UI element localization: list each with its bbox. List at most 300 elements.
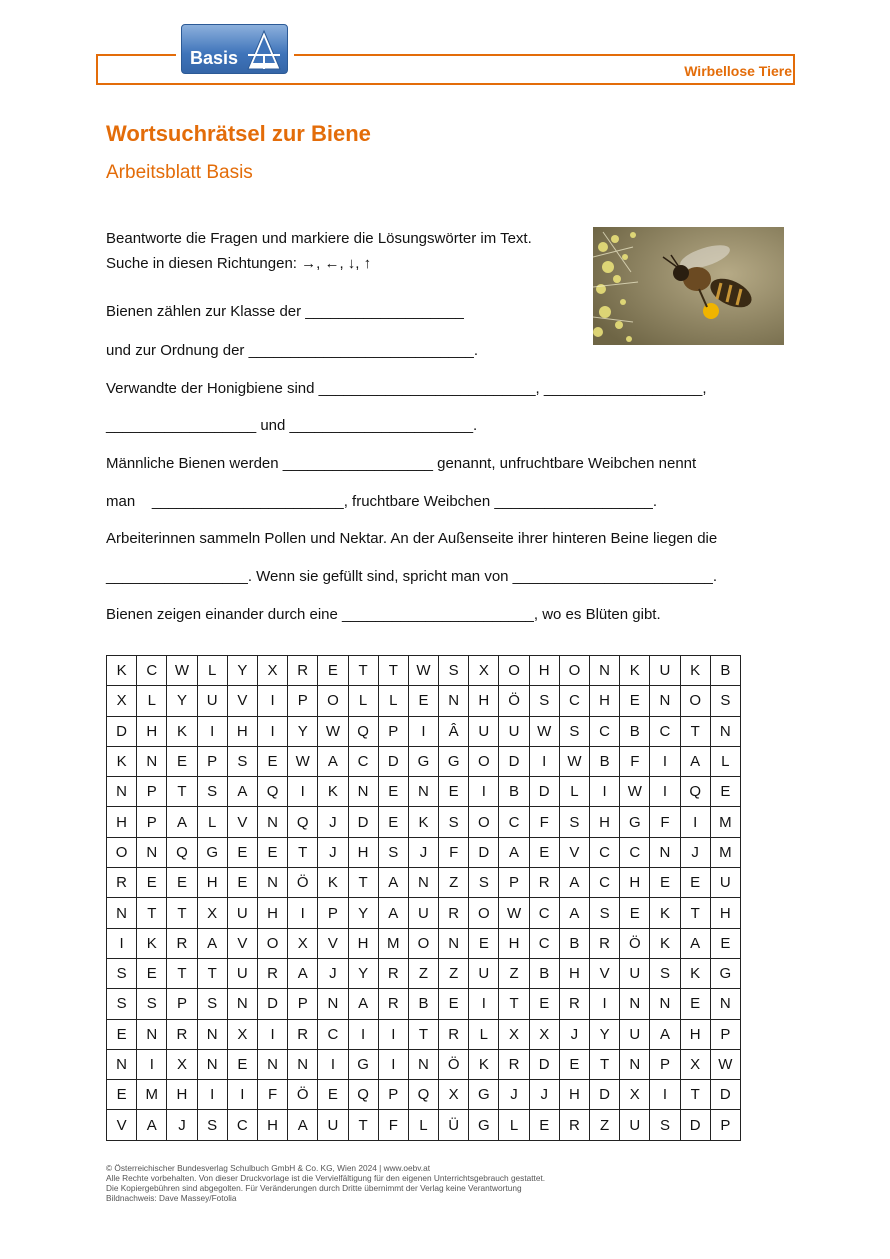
grid-cell[interactable]: Q bbox=[167, 837, 197, 867]
grid-cell[interactable]: S bbox=[439, 807, 469, 837]
grid-cell[interactable]: A bbox=[288, 958, 318, 988]
grid-cell[interactable]: G bbox=[439, 746, 469, 776]
grid-cell[interactable]: O bbox=[499, 656, 529, 686]
grid-cell[interactable]: E bbox=[469, 928, 499, 958]
grid-cell[interactable]: H bbox=[680, 1019, 710, 1049]
grid-cell[interactable]: U bbox=[620, 958, 650, 988]
grid-cell[interactable]: Ö bbox=[288, 868, 318, 898]
grid-cell[interactable]: F bbox=[650, 807, 680, 837]
grid-cell[interactable]: S bbox=[137, 989, 167, 1019]
grid-cell[interactable]: L bbox=[378, 686, 408, 716]
grid-cell[interactable]: O bbox=[469, 746, 499, 776]
grid-cell[interactable]: U bbox=[620, 1019, 650, 1049]
grid-cell[interactable]: E bbox=[529, 1110, 559, 1140]
grid-cell[interactable]: D bbox=[257, 989, 287, 1019]
grid-cell[interactable]: C bbox=[529, 928, 559, 958]
grid-cell[interactable]: T bbox=[167, 777, 197, 807]
grid-cell[interactable]: W bbox=[710, 1049, 740, 1079]
grid-cell[interactable]: P bbox=[499, 868, 529, 898]
grid-cell[interactable]: I bbox=[378, 1049, 408, 1079]
grid-cell[interactable]: N bbox=[439, 686, 469, 716]
grid-cell[interactable]: W bbox=[620, 777, 650, 807]
grid-cell[interactable]: P bbox=[378, 716, 408, 746]
grid-cell[interactable]: A bbox=[559, 868, 589, 898]
grid-cell[interactable]: T bbox=[348, 1110, 378, 1140]
grid-cell[interactable]: G bbox=[408, 746, 438, 776]
grid-cell[interactable]: N bbox=[227, 989, 257, 1019]
grid-cell[interactable]: G bbox=[620, 807, 650, 837]
grid-cell[interactable]: P bbox=[710, 1019, 740, 1049]
grid-cell[interactable]: W bbox=[559, 746, 589, 776]
grid-cell[interactable]: D bbox=[529, 777, 559, 807]
grid-cell[interactable]: N bbox=[107, 898, 137, 928]
grid-cell[interactable]: K bbox=[107, 656, 137, 686]
grid-cell[interactable]: V bbox=[107, 1110, 137, 1140]
grid-cell[interactable]: H bbox=[107, 807, 137, 837]
grid-cell[interactable]: J bbox=[529, 1080, 559, 1110]
grid-cell[interactable]: G bbox=[197, 837, 227, 867]
grid-cell[interactable]: H bbox=[137, 716, 167, 746]
grid-cell[interactable]: T bbox=[167, 958, 197, 988]
grid-cell[interactable]: Q bbox=[408, 1080, 438, 1110]
grid-cell[interactable]: A bbox=[318, 746, 348, 776]
grid-cell[interactable]: T bbox=[499, 989, 529, 1019]
grid-cell[interactable]: T bbox=[680, 1080, 710, 1110]
grid-cell[interactable]: L bbox=[197, 807, 227, 837]
grid-cell[interactable]: S bbox=[378, 837, 408, 867]
grid-cell[interactable]: N bbox=[257, 1049, 287, 1079]
grid-cell[interactable]: S bbox=[197, 1110, 227, 1140]
grid-cell[interactable]: R bbox=[559, 989, 589, 1019]
grid-cell[interactable]: E bbox=[227, 1049, 257, 1079]
grid-cell[interactable]: N bbox=[137, 746, 167, 776]
grid-cell[interactable]: K bbox=[107, 746, 137, 776]
grid-cell[interactable]: N bbox=[650, 837, 680, 867]
grid-cell[interactable]: X bbox=[167, 1049, 197, 1079]
grid-cell[interactable]: U bbox=[227, 958, 257, 988]
grid-cell[interactable]: T bbox=[408, 1019, 438, 1049]
grid-cell[interactable]: E bbox=[318, 656, 348, 686]
grid-cell[interactable]: X bbox=[257, 656, 287, 686]
grid-cell[interactable]: R bbox=[378, 989, 408, 1019]
grid-cell[interactable]: Q bbox=[348, 1080, 378, 1110]
grid-cell[interactable]: R bbox=[529, 868, 559, 898]
grid-cell[interactable]: R bbox=[439, 898, 469, 928]
grid-cell[interactable]: R bbox=[107, 868, 137, 898]
grid-cell[interactable]: I bbox=[469, 777, 499, 807]
grid-cell[interactable]: S bbox=[439, 656, 469, 686]
grid-cell[interactable]: X bbox=[227, 1019, 257, 1049]
grid-cell[interactable]: I bbox=[650, 777, 680, 807]
grid-cell[interactable]: I bbox=[408, 716, 438, 746]
grid-cell[interactable]: Ü bbox=[439, 1110, 469, 1140]
grid-cell[interactable]: J bbox=[499, 1080, 529, 1110]
grid-cell[interactable]: J bbox=[408, 837, 438, 867]
grid-cell[interactable]: B bbox=[620, 716, 650, 746]
grid-cell[interactable]: R bbox=[257, 958, 287, 988]
grid-cell[interactable]: G bbox=[710, 958, 740, 988]
grid-cell[interactable]: S bbox=[590, 898, 620, 928]
grid-cell[interactable]: B bbox=[408, 989, 438, 1019]
grid-cell[interactable]: L bbox=[710, 746, 740, 776]
grid-cell[interactable]: C bbox=[348, 746, 378, 776]
grid-cell[interactable]: I bbox=[348, 1019, 378, 1049]
grid-cell[interactable]: E bbox=[710, 928, 740, 958]
grid-cell[interactable]: H bbox=[167, 1080, 197, 1110]
grid-cell[interactable]: A bbox=[378, 868, 408, 898]
grid-cell[interactable]: P bbox=[318, 898, 348, 928]
grid-cell[interactable]: L bbox=[408, 1110, 438, 1140]
grid-cell[interactable]: C bbox=[137, 656, 167, 686]
grid-cell[interactable]: C bbox=[529, 898, 559, 928]
grid-cell[interactable]: Q bbox=[288, 807, 318, 837]
grid-cell[interactable]: S bbox=[559, 716, 589, 746]
grid-cell[interactable]: Z bbox=[408, 958, 438, 988]
grid-cell[interactable]: X bbox=[469, 656, 499, 686]
grid-cell[interactable]: W bbox=[318, 716, 348, 746]
grid-cell[interactable]: Ö bbox=[288, 1080, 318, 1110]
grid-cell[interactable]: P bbox=[167, 989, 197, 1019]
grid-cell[interactable]: S bbox=[107, 989, 137, 1019]
grid-cell[interactable]: S bbox=[650, 1110, 680, 1140]
grid-cell[interactable]: C bbox=[590, 716, 620, 746]
grid-cell[interactable]: E bbox=[257, 837, 287, 867]
grid-cell[interactable]: J bbox=[318, 807, 348, 837]
grid-cell[interactable]: I bbox=[107, 928, 137, 958]
grid-cell[interactable]: W bbox=[529, 716, 559, 746]
grid-cell[interactable]: X bbox=[439, 1080, 469, 1110]
grid-cell[interactable]: A bbox=[680, 746, 710, 776]
grid-cell[interactable]: U bbox=[227, 898, 257, 928]
grid-cell[interactable]: E bbox=[559, 1049, 589, 1079]
grid-cell[interactable]: T bbox=[137, 898, 167, 928]
grid-cell[interactable]: T bbox=[288, 837, 318, 867]
grid-cell[interactable]: K bbox=[620, 656, 650, 686]
grid-cell[interactable]: N bbox=[408, 777, 438, 807]
grid-cell[interactable]: D bbox=[107, 716, 137, 746]
grid-cell[interactable]: O bbox=[469, 898, 499, 928]
grid-cell[interactable]: S bbox=[469, 868, 499, 898]
grid-cell[interactable]: F bbox=[257, 1080, 287, 1110]
grid-cell[interactable]: I bbox=[257, 1019, 287, 1049]
grid-cell[interactable]: U bbox=[318, 1110, 348, 1140]
grid-cell[interactable]: S bbox=[710, 686, 740, 716]
grid-cell[interactable]: X bbox=[288, 928, 318, 958]
grid-cell[interactable]: P bbox=[197, 746, 227, 776]
grid-cell[interactable]: L bbox=[469, 1019, 499, 1049]
grid-cell[interactable]: D bbox=[348, 807, 378, 837]
grid-cell[interactable]: I bbox=[469, 989, 499, 1019]
grid-cell[interactable]: V bbox=[318, 928, 348, 958]
grid-cell[interactable]: K bbox=[650, 928, 680, 958]
grid-cell[interactable]: E bbox=[408, 686, 438, 716]
grid-cell[interactable]: N bbox=[107, 777, 137, 807]
grid-cell[interactable]: Ö bbox=[439, 1049, 469, 1079]
grid-cell[interactable]: Z bbox=[590, 1110, 620, 1140]
grid-cell[interactable]: K bbox=[318, 777, 348, 807]
grid-cell[interactable]: B bbox=[710, 656, 740, 686]
grid-cell[interactable]: P bbox=[378, 1080, 408, 1110]
grid-cell[interactable]: Q bbox=[348, 716, 378, 746]
grid-cell[interactable]: A bbox=[137, 1110, 167, 1140]
grid-cell[interactable]: G bbox=[469, 1080, 499, 1110]
grid-cell[interactable]: I bbox=[257, 716, 287, 746]
grid-cell[interactable]: Q bbox=[257, 777, 287, 807]
grid-cell[interactable]: K bbox=[650, 898, 680, 928]
grid-cell[interactable]: A bbox=[197, 928, 227, 958]
grid-cell[interactable]: A bbox=[499, 837, 529, 867]
grid-cell[interactable]: H bbox=[348, 928, 378, 958]
grid-cell[interactable]: K bbox=[318, 868, 348, 898]
grid-cell[interactable]: U bbox=[650, 656, 680, 686]
grid-cell[interactable]: T bbox=[590, 1049, 620, 1079]
grid-cell[interactable]: K bbox=[137, 928, 167, 958]
grid-cell[interactable]: T bbox=[348, 868, 378, 898]
grid-cell[interactable]: K bbox=[680, 656, 710, 686]
grid-cell[interactable]: A bbox=[680, 928, 710, 958]
grid-cell[interactable]: C bbox=[559, 686, 589, 716]
grid-cell[interactable]: O bbox=[680, 686, 710, 716]
grid-cell[interactable]: E bbox=[710, 777, 740, 807]
grid-cell[interactable]: T bbox=[348, 656, 378, 686]
grid-cell[interactable]: W bbox=[167, 656, 197, 686]
grid-cell[interactable]: I bbox=[529, 746, 559, 776]
grid-cell[interactable]: E bbox=[137, 958, 167, 988]
grid-cell[interactable]: E bbox=[529, 989, 559, 1019]
grid-cell[interactable]: G bbox=[469, 1110, 499, 1140]
grid-cell[interactable]: H bbox=[710, 898, 740, 928]
grid-cell[interactable]: D bbox=[680, 1110, 710, 1140]
grid-cell[interactable]: B bbox=[590, 746, 620, 776]
grid-cell[interactable]: F bbox=[378, 1110, 408, 1140]
grid-cell[interactable]: R bbox=[378, 958, 408, 988]
grid-cell[interactable]: N bbox=[620, 1049, 650, 1079]
grid-cell[interactable]: N bbox=[620, 989, 650, 1019]
grid-cell[interactable]: X bbox=[529, 1019, 559, 1049]
grid-cell[interactable]: C bbox=[590, 837, 620, 867]
grid-cell[interactable]: V bbox=[559, 837, 589, 867]
grid-cell[interactable]: X bbox=[680, 1049, 710, 1079]
grid-cell[interactable]: E bbox=[257, 746, 287, 776]
grid-cell[interactable]: L bbox=[499, 1110, 529, 1140]
grid-cell[interactable]: F bbox=[439, 837, 469, 867]
grid-cell[interactable]: I bbox=[197, 716, 227, 746]
grid-cell[interactable]: P bbox=[288, 686, 318, 716]
grid-cell[interactable]: I bbox=[650, 746, 680, 776]
grid-cell[interactable]: L bbox=[137, 686, 167, 716]
grid-cell[interactable]: N bbox=[197, 1019, 227, 1049]
grid-cell[interactable]: Y bbox=[590, 1019, 620, 1049]
grid-cell[interactable]: E bbox=[167, 746, 197, 776]
grid-cell[interactable]: M bbox=[710, 837, 740, 867]
grid-cell[interactable]: Z bbox=[439, 868, 469, 898]
grid-cell[interactable]: A bbox=[167, 807, 197, 837]
grid-cell[interactable]: I bbox=[137, 1049, 167, 1079]
grid-cell[interactable]: B bbox=[559, 928, 589, 958]
grid-cell[interactable]: N bbox=[590, 656, 620, 686]
grid-cell[interactable]: O bbox=[559, 656, 589, 686]
grid-cell[interactable]: D bbox=[499, 746, 529, 776]
grid-cell[interactable]: H bbox=[499, 928, 529, 958]
grid-cell[interactable]: E bbox=[378, 777, 408, 807]
grid-cell[interactable]: U bbox=[469, 716, 499, 746]
grid-cell[interactable]: H bbox=[620, 868, 650, 898]
grid-cell[interactable]: T bbox=[680, 716, 710, 746]
grid-cell[interactable]: C bbox=[620, 837, 650, 867]
grid-cell[interactable]: Z bbox=[499, 958, 529, 988]
grid-cell[interactable]: M bbox=[137, 1080, 167, 1110]
grid-cell[interactable]: S bbox=[559, 807, 589, 837]
grid-cell[interactable]: F bbox=[529, 807, 559, 837]
grid-cell[interactable]: M bbox=[378, 928, 408, 958]
grid-cell[interactable]: H bbox=[197, 868, 227, 898]
grid-cell[interactable]: U bbox=[499, 716, 529, 746]
grid-cell[interactable]: X bbox=[620, 1080, 650, 1110]
grid-cell[interactable]: P bbox=[288, 989, 318, 1019]
grid-cell[interactable]: H bbox=[469, 686, 499, 716]
grid-cell[interactable]: N bbox=[137, 837, 167, 867]
grid-cell[interactable]: N bbox=[348, 777, 378, 807]
grid-cell[interactable]: N bbox=[710, 989, 740, 1019]
grid-cell[interactable]: J bbox=[318, 958, 348, 988]
grid-cell[interactable]: B bbox=[529, 958, 559, 988]
grid-cell[interactable]: H bbox=[529, 656, 559, 686]
grid-cell[interactable]: N bbox=[710, 716, 740, 746]
grid-cell[interactable]: J bbox=[680, 837, 710, 867]
grid-cell[interactable]: O bbox=[408, 928, 438, 958]
grid-cell[interactable]: B bbox=[499, 777, 529, 807]
grid-cell[interactable]: S bbox=[197, 777, 227, 807]
grid-cell[interactable]: H bbox=[257, 898, 287, 928]
grid-cell[interactable]: E bbox=[620, 686, 650, 716]
grid-cell[interactable]: E bbox=[439, 989, 469, 1019]
grid-cell[interactable]: O bbox=[257, 928, 287, 958]
grid-cell[interactable]: M bbox=[710, 807, 740, 837]
grid-cell[interactable]: V bbox=[590, 958, 620, 988]
grid-cell[interactable]: I bbox=[227, 1080, 257, 1110]
grid-cell[interactable]: Y bbox=[348, 898, 378, 928]
grid-cell[interactable]: A bbox=[227, 777, 257, 807]
grid-cell[interactable]: A bbox=[650, 1019, 680, 1049]
grid-cell[interactable]: N bbox=[288, 1049, 318, 1079]
grid-cell[interactable]: R bbox=[559, 1110, 589, 1140]
grid-cell[interactable]: X bbox=[499, 1019, 529, 1049]
grid-cell[interactable]: H bbox=[559, 958, 589, 988]
grid-cell[interactable]: E bbox=[107, 1019, 137, 1049]
grid-cell[interactable]: X bbox=[107, 686, 137, 716]
grid-cell[interactable]: E bbox=[227, 868, 257, 898]
grid-cell[interactable]: A bbox=[348, 989, 378, 1019]
grid-cell[interactable]: N bbox=[408, 868, 438, 898]
grid-cell[interactable]: N bbox=[650, 989, 680, 1019]
grid-cell[interactable]: T bbox=[378, 656, 408, 686]
grid-cell[interactable]: O bbox=[469, 807, 499, 837]
grid-cell[interactable]: V bbox=[227, 928, 257, 958]
grid-cell[interactable]: L bbox=[348, 686, 378, 716]
grid-cell[interactable]: K bbox=[680, 958, 710, 988]
grid-cell[interactable]: E bbox=[227, 837, 257, 867]
grid-cell[interactable]: W bbox=[408, 656, 438, 686]
grid-cell[interactable]: E bbox=[529, 837, 559, 867]
grid-cell[interactable]: T bbox=[197, 958, 227, 988]
grid-cell[interactable]: I bbox=[197, 1080, 227, 1110]
grid-cell[interactable]: N bbox=[197, 1049, 227, 1079]
grid-cell[interactable]: C bbox=[650, 716, 680, 746]
grid-cell[interactable]: C bbox=[499, 807, 529, 837]
grid-cell[interactable]: T bbox=[167, 898, 197, 928]
grid-cell[interactable]: E bbox=[439, 777, 469, 807]
grid-cell[interactable]: N bbox=[408, 1049, 438, 1079]
grid-cell[interactable]: G bbox=[348, 1049, 378, 1079]
grid-cell[interactable]: K bbox=[167, 716, 197, 746]
grid-cell[interactable]: H bbox=[559, 1080, 589, 1110]
grid-cell[interactable]: S bbox=[227, 746, 257, 776]
grid-cell[interactable]: N bbox=[107, 1049, 137, 1079]
grid-cell[interactable]: O bbox=[318, 686, 348, 716]
grid-cell[interactable]: E bbox=[107, 1080, 137, 1110]
grid-cell[interactable]: E bbox=[620, 898, 650, 928]
grid-cell[interactable]: I bbox=[288, 898, 318, 928]
grid-cell[interactable]: I bbox=[288, 777, 318, 807]
grid-cell[interactable]: H bbox=[590, 807, 620, 837]
grid-cell[interactable]: N bbox=[257, 807, 287, 837]
grid-cell[interactable]: Q bbox=[680, 777, 710, 807]
grid-cell[interactable]: R bbox=[590, 928, 620, 958]
grid-cell[interactable]: L bbox=[197, 656, 227, 686]
grid-cell[interactable]: K bbox=[469, 1049, 499, 1079]
grid-cell[interactable]: L bbox=[559, 777, 589, 807]
grid-cell[interactable]: D bbox=[469, 837, 499, 867]
grid-cell[interactable]: Y bbox=[227, 656, 257, 686]
grid-cell[interactable]: J bbox=[167, 1110, 197, 1140]
grid-cell[interactable]: Ö bbox=[499, 686, 529, 716]
grid-cell[interactable]: E bbox=[680, 868, 710, 898]
grid-cell[interactable]: K bbox=[408, 807, 438, 837]
grid-cell[interactable]: Y bbox=[167, 686, 197, 716]
grid-cell[interactable]: U bbox=[408, 898, 438, 928]
grid-cell[interactable]: Â bbox=[439, 716, 469, 746]
grid-cell[interactable]: J bbox=[318, 837, 348, 867]
grid-cell[interactable]: I bbox=[378, 1019, 408, 1049]
grid-cell[interactable]: A bbox=[378, 898, 408, 928]
grid-cell[interactable]: S bbox=[650, 958, 680, 988]
grid-cell[interactable]: U bbox=[710, 868, 740, 898]
grid-cell[interactable]: D bbox=[378, 746, 408, 776]
grid-cell[interactable]: R bbox=[499, 1049, 529, 1079]
grid-cell[interactable]: P bbox=[137, 807, 167, 837]
grid-cell[interactable]: W bbox=[288, 746, 318, 776]
grid-cell[interactable]: R bbox=[167, 928, 197, 958]
grid-cell[interactable]: V bbox=[227, 807, 257, 837]
grid-cell[interactable]: R bbox=[288, 1019, 318, 1049]
grid-cell[interactable]: T bbox=[680, 898, 710, 928]
grid-cell[interactable]: F bbox=[620, 746, 650, 776]
grid-cell[interactable]: I bbox=[650, 1080, 680, 1110]
grid-cell[interactable]: E bbox=[680, 989, 710, 1019]
grid-cell[interactable]: X bbox=[197, 898, 227, 928]
grid-cell[interactable]: H bbox=[257, 1110, 287, 1140]
grid-cell[interactable]: Y bbox=[288, 716, 318, 746]
grid-cell[interactable]: D bbox=[710, 1080, 740, 1110]
grid-cell[interactable]: R bbox=[439, 1019, 469, 1049]
grid-cell[interactable]: P bbox=[650, 1049, 680, 1079]
grid-cell[interactable]: N bbox=[257, 868, 287, 898]
grid-cell[interactable]: D bbox=[529, 1049, 559, 1079]
grid-cell[interactable]: I bbox=[318, 1049, 348, 1079]
grid-cell[interactable]: W bbox=[499, 898, 529, 928]
grid-cell[interactable]: U bbox=[197, 686, 227, 716]
grid-cell[interactable]: R bbox=[167, 1019, 197, 1049]
